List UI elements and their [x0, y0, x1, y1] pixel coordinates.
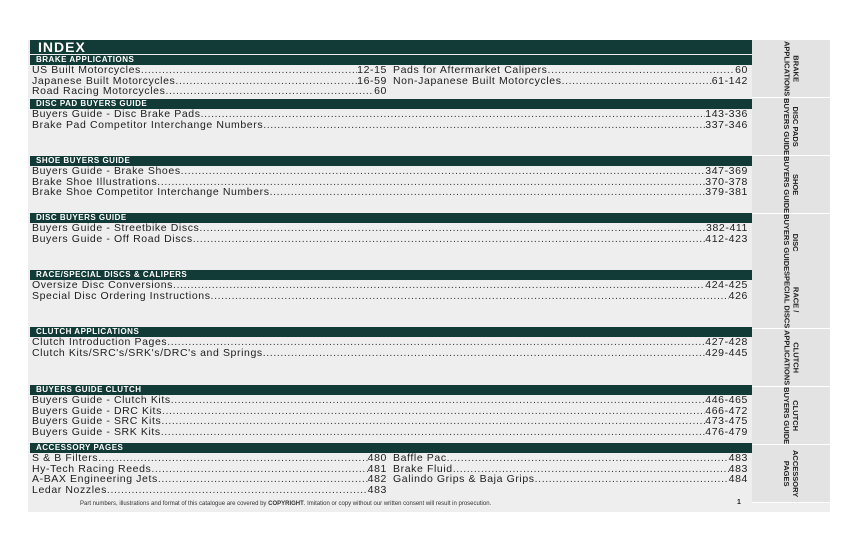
tab-label-line2: BUYERS GUIDE — [783, 213, 792, 272]
dot-leader — [161, 427, 706, 438]
index-entry — [30, 65, 391, 76]
entry-pages: 483 — [728, 462, 748, 475]
entry-label: Clutch Introduction Pages — [32, 336, 168, 348]
index-entry — [30, 223, 752, 234]
section-heading: BUYERS GUIDE CLUTCH — [30, 385, 752, 395]
tab-label-line2: BUYERS GUIDE — [783, 155, 792, 214]
dot-leader — [158, 474, 368, 485]
entry-pages: 480 — [367, 452, 387, 464]
entry-pages: 429-445 — [705, 346, 748, 359]
index-section — [30, 55, 752, 97]
dot-leader — [175, 76, 357, 87]
section-tabs — [752, 40, 830, 512]
index-entry — [30, 453, 391, 464]
entry-label: Baffle Pac — [393, 452, 447, 464]
entry-label: Buyers Guide - SRC Kits — [32, 415, 162, 427]
entry-column-left — [30, 65, 391, 97]
dot-leader — [167, 337, 705, 348]
dot-leader — [263, 120, 705, 131]
entry-pages: 481 — [367, 462, 387, 475]
entry-pages: 424-425 — [705, 279, 748, 291]
section-tab[interactable] — [752, 214, 830, 272]
dot-leader — [181, 166, 706, 177]
entry-label: Buyers Guide - SRK Kits — [32, 425, 161, 438]
tab-label — [782, 330, 799, 385]
tab-label-line1: BRAKE — [791, 55, 801, 82]
tab-label — [782, 156, 799, 213]
tab-label-line2: BUYERS GUIDE — [783, 386, 792, 445]
entry-label: Brake Shoe Illustrations — [32, 175, 158, 188]
dot-leader — [162, 406, 705, 417]
entry-pages: 426 — [728, 289, 748, 302]
entry-column-left — [30, 453, 391, 495]
index-entry — [30, 416, 752, 427]
section-tab[interactable] — [752, 445, 830, 503]
tab-label-line1: RACE / — [791, 286, 801, 313]
entry-pages: 412-423 — [705, 232, 748, 245]
index-entry — [391, 474, 752, 485]
section-heading: DISC BUYERS GUIDE — [30, 213, 752, 223]
entry-pages: 12-15 — [357, 64, 387, 76]
tab-label-line1: CLUTCH — [791, 400, 801, 431]
tab-label — [782, 41, 799, 96]
tab-label-line1: ACCESSORY — [791, 449, 801, 498]
index-entry — [30, 485, 391, 496]
entry-pages: 382-411 — [706, 222, 748, 234]
index-section — [30, 156, 752, 198]
dot-leader — [263, 348, 706, 359]
index-section — [30, 327, 752, 358]
entry-pages: 483 — [728, 452, 748, 464]
entry-label: Clutch Kits/SRC's/SRK's/DRC's and Springs — [32, 346, 263, 359]
entry-label: Buyers Guide - Off Road Discs — [32, 232, 193, 245]
entry-label: Japanese Built Motorcycles — [32, 74, 176, 87]
index-entry — [30, 166, 752, 177]
index-entry — [30, 474, 391, 485]
index-entry — [391, 76, 752, 87]
tab-label — [782, 450, 799, 497]
dot-leader — [193, 234, 706, 245]
section-tab[interactable] — [752, 156, 830, 214]
section-tab[interactable] — [752, 98, 830, 156]
entry-pages: 379-381 — [705, 186, 748, 198]
dot-leader — [161, 416, 705, 427]
index-entry — [30, 120, 752, 131]
entry-label: Special Disc Ordering Instructions — [32, 289, 211, 302]
entry-label: Buyers Guide - Clutch Kits — [32, 394, 171, 406]
index-entry — [30, 86, 391, 97]
entry-pages: 446-465 — [705, 394, 748, 406]
entry-label: Pads for Aftermarket Calipers — [393, 64, 548, 76]
tab-label-line1: CLUTCH — [791, 342, 801, 373]
entry-label: Ledar Nozzles — [32, 483, 107, 496]
section-tab[interactable] — [752, 271, 830, 329]
dot-leader — [151, 464, 367, 475]
entry-pages: 483 — [367, 483, 387, 496]
footer-text-post: . Imitation or copy without our written consent will result in prosecution. — [303, 501, 492, 507]
dot-leader — [201, 109, 706, 120]
tab-label-line2: PAGES — [782, 460, 792, 487]
entry-pages: 60 — [735, 64, 748, 76]
dot-leader — [107, 485, 368, 496]
tab-label-line2: BUYERS GUIDE — [783, 97, 792, 156]
entry-label: Buyers Guide - Brake Shoes — [32, 165, 181, 177]
entry-label: Road Racing Motorcycles — [32, 85, 166, 97]
dot-leader — [535, 474, 729, 485]
tab-label-line1: SHOE — [791, 173, 801, 196]
dot-leader — [173, 280, 705, 291]
entry-label: Non-Japanese Built Motorcycles — [393, 74, 562, 87]
tab-label — [782, 387, 799, 444]
entry-label: Galindo Grips & Baja Grips — [393, 473, 535, 485]
entry-label: Brake Fluid — [393, 462, 453, 475]
entry-pages: 466-472 — [705, 404, 748, 417]
index-entry — [30, 280, 752, 291]
section-heading: DISC PAD BUYERS GUIDE — [30, 99, 752, 109]
footer-copyright: COPYRIGHT — [268, 501, 304, 507]
page-title: INDEX — [30, 40, 752, 54]
index-entry — [391, 453, 752, 464]
entry-label: US Built Motorcycles — [32, 64, 141, 76]
entry-pages: 143-336 — [705, 108, 748, 120]
section-tab[interactable] — [752, 40, 830, 98]
tab-label-line2: APPLICATIONS — [783, 329, 792, 386]
entry-pages: 484 — [728, 473, 748, 485]
dot-leader — [548, 65, 736, 76]
entry-label: Buyers Guide - DRC Kits — [32, 404, 162, 417]
tab-label-line2: APPLICATIONS — [783, 40, 792, 97]
index-section — [30, 270, 752, 301]
dot-leader — [270, 187, 706, 198]
page-number: 1 — [737, 499, 741, 506]
entry-pages: 61-142 — [711, 74, 748, 87]
entry-pages: 337-346 — [705, 118, 748, 131]
entry-column-right — [391, 453, 752, 495]
section-heading: CLUTCH APPLICATIONS — [30, 327, 752, 337]
index-entry — [30, 337, 752, 348]
entry-label: A-BAX Engineering Jets — [32, 473, 158, 485]
entry-pages: 370-378 — [705, 175, 748, 188]
entry-label: Buyers Guide - Disc Brake Pads — [32, 108, 201, 120]
index-entry — [391, 65, 752, 76]
tab-label — [782, 271, 799, 328]
entry-pages: 482 — [367, 473, 387, 485]
entry-pages: 16-59 — [357, 74, 387, 87]
entry-pages: 476-479 — [705, 425, 748, 438]
entry-label: Brake Pad Competitor Interchange Numbers — [32, 118, 264, 131]
copyright-footer — [80, 501, 491, 507]
dot-leader — [211, 291, 729, 302]
footer-text-pre: Part numbers, illustrations and format of this catalogue are covered by — [80, 501, 269, 507]
section-heading: BRAKE APPLICATIONS — [30, 55, 752, 65]
entry-pages: 60 — [374, 85, 387, 97]
dot-leader — [98, 453, 368, 464]
tab-label-line1: DISC — [791, 233, 801, 252]
entry-pages: 473-475 — [705, 415, 748, 427]
section-tab[interactable] — [752, 329, 830, 387]
tab-label-line2: SPECIAL DISCS — [783, 270, 792, 329]
index-section — [30, 99, 752, 130]
index-entry — [30, 187, 752, 198]
entry-label: S & B Filters — [32, 452, 99, 464]
dot-leader — [562, 76, 712, 87]
index-entry — [30, 348, 752, 359]
entry-label: Buyers Guide - Streetbike Discs — [32, 222, 200, 234]
entry-label: Brake Shoe Competitor Interchange Numbers — [32, 186, 270, 198]
tab-label-line1: DISC PADS — [791, 106, 801, 147]
index-entry — [30, 234, 752, 245]
dot-leader — [199, 223, 706, 234]
index-entry — [30, 427, 752, 438]
tab-label — [782, 98, 799, 155]
index-section — [30, 385, 752, 437]
section-heading: SHOE BUYERS GUIDE — [30, 156, 752, 166]
tab-label — [782, 214, 799, 271]
index-entry — [30, 395, 752, 406]
dot-leader — [141, 65, 357, 76]
dot-leader — [447, 453, 729, 464]
section-heading: ACCESSORY PAGES — [30, 443, 752, 453]
entry-column-right — [391, 65, 752, 97]
index-entry — [30, 109, 752, 120]
index-section — [30, 443, 752, 495]
dot-leader — [165, 86, 374, 97]
entry-label: Hy-Tech Racing Reeds — [32, 462, 152, 475]
index-section — [30, 213, 752, 244]
index-entry — [30, 291, 752, 302]
section-tab[interactable] — [752, 387, 830, 445]
entry-pages: 347-369 — [705, 165, 748, 177]
entry-label: Oversize Disc Conversions — [32, 279, 174, 291]
section-heading: RACE/SPECIAL DISCS & CALIPERS — [30, 270, 752, 280]
dot-leader — [171, 395, 706, 406]
entry-pages: 427-428 — [705, 336, 748, 348]
